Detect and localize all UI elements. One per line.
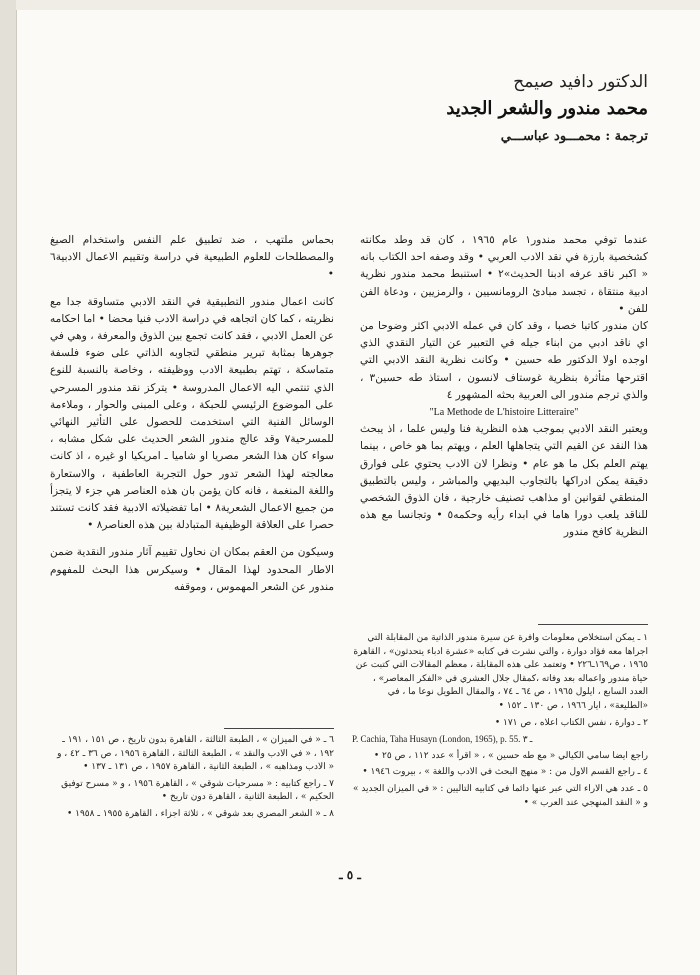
footnote: ٢ ـ دوارة ، نفس الكتاب اعلاه ، ص ١٧١ • bbox=[494, 717, 648, 728]
footnote: ١ ـ يمكن استخلاص معلومات وافرة عن سيرة مندور الذاتية من المقابلة التي اجراها معه فؤاد دوارة ، والتي نشرت في كتابه «عشرة ادباء يتحدثون» ، القاهرة ١٩٦٥ ، ص١٦٩ـ٢٢٦ • وتعتمد على هذه المقابلة ، معظم المقالات التي كتبت عن حياة مندور واعماله بعد وفاته ،كمقال جلال العشري في «الفكر المعاصر» ، العدد السابع ، ايلول ١٩٦٥ ، ص ٦٤ ـ ٧٤ ، والمقال الطويل نوعا ما ، في «الطليعة» ، ايار ١٩٦٦ ، ص ١٣٠ ـ ١٥٢ • bbox=[353, 633, 648, 711]
paragraph: ويعتبر النقد الادبي بموجب هذه النظرية فنا وليس علما ، اذ يبحث هذا النقد عن القيم التي يتجاهلها العلم ، ويهتم بما هو خاص ، بينما يهتم العلم بكل ما هو عام • ونظرا لان الادب يحتوي على فوارق دقيقة يمكن ادراكها بالتجاوب البديهي والمباشر ، وليس بالتطبيق المنطقي لقوانين او مذاهب تصنيف خارجية ، فان الذوق الشخصي للناقد يلعب دورا هاما في ابداء رأيه وحكمه٥ • وتجانسا مع هذه النظرية كافح مندور bbox=[360, 423, 648, 539]
footnote: ٧ ـ راجع كتابيه : « مسرحيات شوقي » ، القاهرة ١٩٥٦ ، و « مسرح توفيق الحكيم » ، الطبعة الثانية ، القاهرة دون تاريخ • bbox=[61, 778, 334, 803]
footnotes-right bbox=[352, 632, 648, 813]
footnote: ٥ ـ عدد هي الاراء التي عبر عنها دائما في كتابيه التاليين : « في الميزان الجديد » و « النقد المنهجي عند العرب » • bbox=[352, 783, 648, 808]
paragraph-gap bbox=[50, 534, 334, 544]
footnote-separator bbox=[224, 728, 334, 729]
article-title: محمد مندور والشعر الجديد bbox=[446, 98, 648, 119]
footnote: ٨ ـ « الشعر المصري بعد شوقي » ، ثلاثة اجزاء ، القاهرة ١٩٥٥ ـ ١٩٥٨ • bbox=[66, 808, 334, 819]
right-column bbox=[360, 232, 648, 542]
page-number: ـ ٥ ـ bbox=[339, 868, 361, 882]
footnote-separator bbox=[538, 624, 648, 625]
footnote: P. Cachia, Taha Husayn (London, 1965), p. 55. ـ ٣ bbox=[352, 734, 533, 745]
paragraph: كان مندور كاتبا خصبا ، وقد كان في عمله الادبي اكثر وضوحا من اي ناقد ادبي من ابناء جيله في التعبير عن التيار النقدي الذي اوجده اولا الدكتور طه حسين • وكانت نظرية النقد الادبي التي اقترحها متأثرة بنظرية غوستاف لانسون ، استاذ طه حسين٣ ، والذي ترجم مندور الى العربية بحثه المشهور ٤ bbox=[360, 320, 648, 401]
paragraph-gap bbox=[50, 284, 334, 294]
page-top-edge bbox=[16, 0, 700, 10]
author-name: الدكتور دافيد صيمح bbox=[513, 72, 648, 92]
left-column bbox=[50, 232, 334, 596]
latin-quote: "La Methode de L'histoire Litteraire" bbox=[429, 407, 579, 419]
footnote: ٤ ـ راجع القسم الاول من : « منهج البحث في الادب واللغة » ، بيروت ١٩٤٦ • bbox=[362, 767, 648, 778]
paragraph: بحماس ملتهب ، ضد تطبيق علم النفس واستخدام الصيغ والمصطلحات للعلوم الطبيعية في دراسة وتقييم الاعمال الادبية٦ • bbox=[50, 234, 334, 281]
paragraph: وسيكون من العقم بمكان ان نحاول تقييم آثار مندور النقدية ضمن الاطار المحدود لهذا المقال • وسيكرس هذا البحث للمفهوم مندور عن الشعر المهموس ، وموقفه bbox=[50, 546, 334, 593]
translator-line: ترجمة : محمـــود عباســـي bbox=[500, 129, 648, 144]
footnotes-left bbox=[50, 734, 334, 825]
footnote: ٦ ـ « في الميزان » ، الطبعة الثالثة ، القاهرة بدون تاريخ ، ص ١٥١ ، ١٩١ ـ ١٩٢ ، « في الادب والنقد » ، الطبعة الثالثة ، القاهرة ١٩٥٦ ، ص ٣٦ ـ ٤٢ ، و « الادب ومذاهبه » ، الطبعة الثانية ، القاهرة ١٩٥٧ ، ص ١٣١ ـ ١٣٧ • bbox=[57, 735, 334, 773]
paragraph: عندما توفي محمد مندور١ عام ١٩٦٥ ، كان قد وطد مكانته كشخصية بارزة في نقد الادب العربي • وقد وصفه احد الكتاب بانه « اكبر ناقد عرفه ادبنا الحديث»٢ • استنبط محمد مندور نظرية ادبية منتقاة ، تجسد مبادئ الرومانسيين ، والرمزيين ، ودعاة الفن للفن • bbox=[360, 234, 649, 315]
article-header bbox=[228, 72, 648, 144]
paragraph: كانت اعمال مندور التطبيقية في النقد الادبي متساوقة جدا مع نظريته ، كما كان اتجاهه في دراسة الادب فنيا محضا • اما احكامه عن العمل الادبي ، فقد كانت تجمع بين الذوق والمعرفة ، وهي في جوهرها بمثابة تبرير منطقي لتجاوبه الذاتي على ضوء فلسفة متماسكة ، تهتم بطبيعة الادب ووظيفته ، وخاصة بالنسبة للنوع الذي تنتمي اليه الاعمال المدروسة • يتركز نقد مندور المسرحي على الموضوع الرئيسي للحبكة ، وعلى المبنى والحوار ، وملاءمة الوسائل الفنية التي استخدمت للحصول على التأثير النهائي للمسرحية٧ وقد عالج مندور الشعر الحديث على شكل مشابه ، سواء كان هذا الشعر مصريا او شاميا ـ امريكيا او غيره ، اذ كانت معالجته لهذا الشعر تدور حول التجربة العاطفية ، والاستعارة واللغة المنغمة ، فانه كان يؤمن بان هذه العناصر هي جزء لا يتجزأ من جميع الاعمال الشعرية٨ • اما تفضيلاته الادبية فقد كانت تستند حصرا على العلاقة الوظيفية المتبادلة بين هذه العناصر٨ • bbox=[50, 295, 334, 532]
page-edge bbox=[0, 0, 17, 975]
footnote: راجع ايضا سامي الكيالي « مع طه حسين » ، « اقرأ » عدد ١١٢ ، ص ٢٥ • bbox=[373, 750, 648, 761]
